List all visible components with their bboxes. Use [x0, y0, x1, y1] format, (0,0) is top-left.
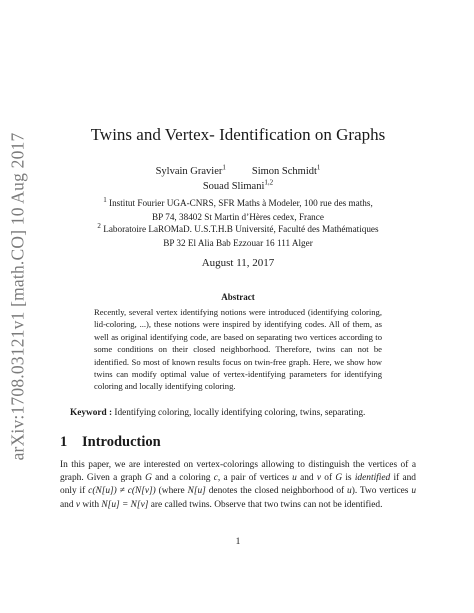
intro-text: if and only if: [60, 473, 416, 497]
math-formula: c(N[u]) ≠ c(N[v]): [88, 486, 156, 497]
affiliation-line: BP 74, 38402 St Martin d’Hères cedex, France: [152, 212, 324, 222]
intro-text: is: [342, 473, 355, 484]
author-sup: 1: [222, 163, 226, 172]
author-name: Souad Slimani: [202, 181, 265, 192]
math-formula: N[u]: [187, 486, 206, 497]
arxiv-stamp: [7, 126, 29, 466]
keywords: [70, 407, 410, 420]
page-number: 1: [235, 537, 241, 547]
affiliation-line: BP 32 El Alia Bab Ezzouar 16 111 Alger: [163, 238, 313, 248]
math-var: v: [316, 473, 322, 484]
affiliation-sup: 2: [97, 221, 101, 230]
intro-text: denotes the closed neighborhood of: [205, 486, 348, 497]
section-title: Introduction: [82, 434, 161, 450]
affiliation-1: [60, 196, 416, 224]
affiliation-sup: 1: [103, 195, 107, 204]
affiliation-line: Laboratoire LaROMaD. U.S.T.H.B Université, Faculté des Mathématiques: [103, 224, 379, 234]
abstract-heading: Abstract: [221, 292, 255, 302]
paper-date: August 11, 2017: [201, 257, 275, 269]
math-var: u: [292, 473, 297, 484]
math-var: G: [145, 473, 152, 484]
keywords-label: Keyword :: [70, 408, 113, 418]
intro-text: In this paper, we are interested on vertex-colorings allowing to distinguish the vertices of a graph. Given a graph: [60, 460, 416, 484]
paper-title: Twins and Vertex- Identification on Graphs: [90, 125, 386, 144]
intro-text: and a coloring: [151, 473, 214, 484]
keywords-text: Identifying coloring, locally identifying coloring, twins, separating.: [114, 408, 366, 418]
math-var: c: [213, 473, 218, 484]
author-name: Simon Schmidt: [251, 166, 317, 177]
author-sup: 1: [316, 163, 321, 172]
abstract-text: Recently, several vertex identifying notions were introduced (identifying coloring, lid-coloring, ...), these notions were inspired by identifying codes. All of them, as well as original identifying code, are based on separating two vertices according to some conditions on their closed neighborhood. Therefore, twins can not be identified. So most of known results focus on twin-free graph. Here, we show how twins can modify optimal value of vertex-identifying parameters for identifying coloring and locally identifying coloring.: [94, 307, 382, 392]
intro-text: of: [321, 473, 336, 484]
intro-text: and: [60, 499, 76, 510]
math-var: v: [75, 499, 81, 510]
author-list: [60, 164, 416, 194]
math-var: u: [347, 486, 352, 497]
affiliation-line: Institut Fourier UGA-CNRS, SFR Maths à Modeler, 100 rue des maths,: [109, 198, 373, 208]
affiliation-2: [60, 222, 416, 250]
intro-text: , a pair of vertices: [217, 473, 293, 484]
section-number: 1: [60, 434, 68, 450]
author-sup: 1,2: [264, 178, 274, 187]
author-name: Sylvain Gravier: [155, 166, 223, 177]
math-var: u: [411, 486, 416, 497]
intro-text: are called twins. Observe that two twins can not be identified.: [148, 499, 383, 510]
intro-text: and: [296, 473, 317, 484]
math-var: G: [335, 473, 343, 484]
intro-text: with: [80, 499, 102, 510]
emphasis-term: identified: [354, 473, 391, 484]
intro-paragraph: [60, 459, 416, 512]
arxiv-id: arXiv:1708.03121v1 [math.CO] 10 Aug 2017: [7, 132, 28, 460]
intro-text: (where: [155, 486, 188, 497]
section-heading: [60, 434, 416, 451]
intro-text: ). Two vertices: [351, 486, 412, 497]
math-formula: N[u] = N[v]: [101, 499, 149, 510]
